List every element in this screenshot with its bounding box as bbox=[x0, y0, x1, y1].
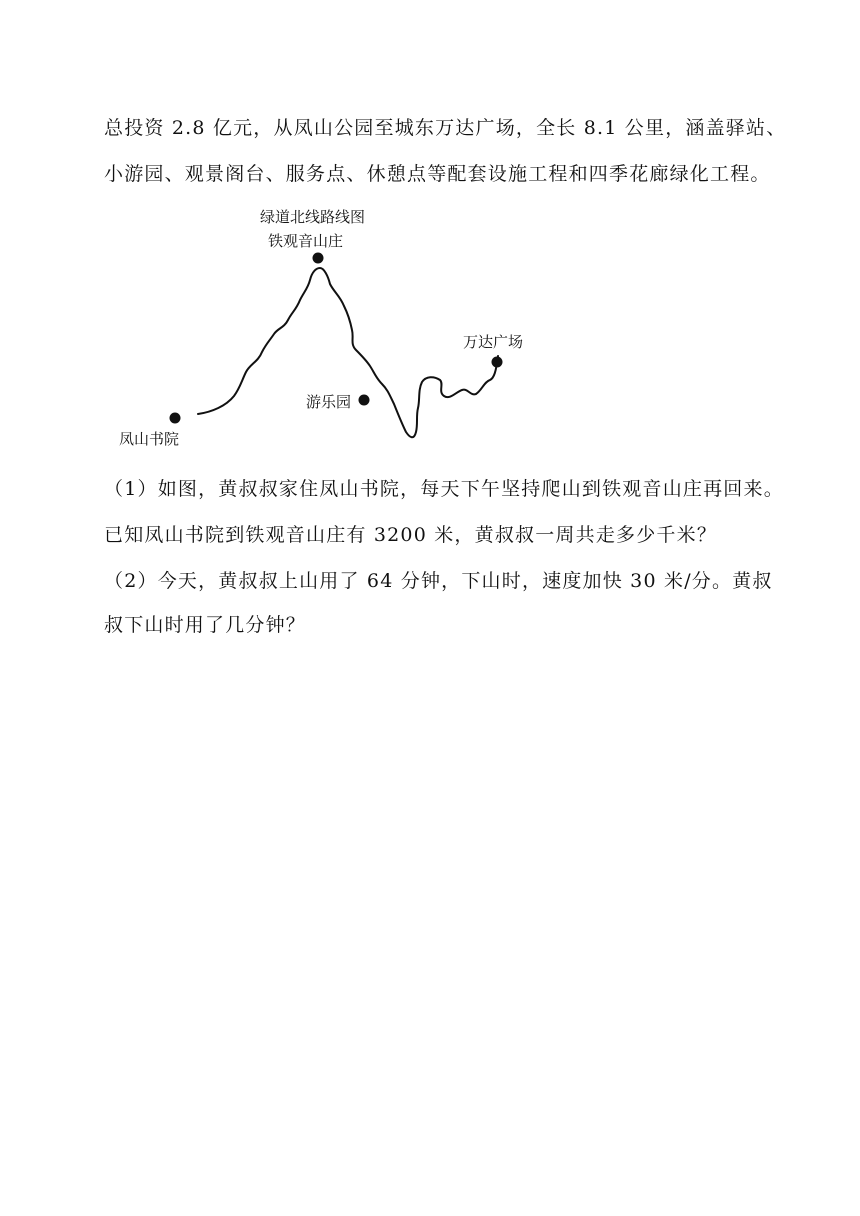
label-youleyuan: 游乐园 bbox=[306, 393, 352, 411]
label-fengshan: 凤山书院 bbox=[119, 430, 180, 448]
point-wanda-marker bbox=[492, 357, 503, 368]
label-tieguan: 铁观音山庄 bbox=[268, 232, 344, 250]
question-2-line-2: 叔下山时用了几分钟？ bbox=[104, 614, 307, 636]
question-1-line-1: （1）如图，黄叔叔家住凤山书院，每天下午坚持爬山到铁观音山庄再回来。 bbox=[104, 478, 784, 500]
question-1-line-2: 已知凤山书院到铁观音山庄有 3200 米，黄叔叔一周共走多少千米？ bbox=[104, 524, 718, 546]
point-tieguan-marker bbox=[313, 253, 324, 264]
route-line bbox=[198, 268, 498, 437]
point-youleyuan-marker bbox=[359, 395, 370, 406]
intro-text-line-2: 小游园、观景阁台、服务点、休憩点等配套设施工程和四季花廊绿化工程。 bbox=[104, 163, 771, 185]
greenway-route-map bbox=[0, 0, 860, 460]
label-wanda: 万达广场 bbox=[463, 333, 524, 351]
point-fengshan-marker bbox=[170, 413, 181, 424]
map-title: 绿道北线路线图 bbox=[260, 208, 366, 226]
question-2-line-1: （2）今天，黄叔叔上山用了 64 分钟，下山时，速度加快 30 米/分。黄叔 bbox=[104, 570, 773, 592]
intro-text-line-1: 总投资 2.8 亿元，从凤山公园至城东万达广场，全长 8.1 公里，涵盖驿站、 bbox=[104, 117, 787, 139]
